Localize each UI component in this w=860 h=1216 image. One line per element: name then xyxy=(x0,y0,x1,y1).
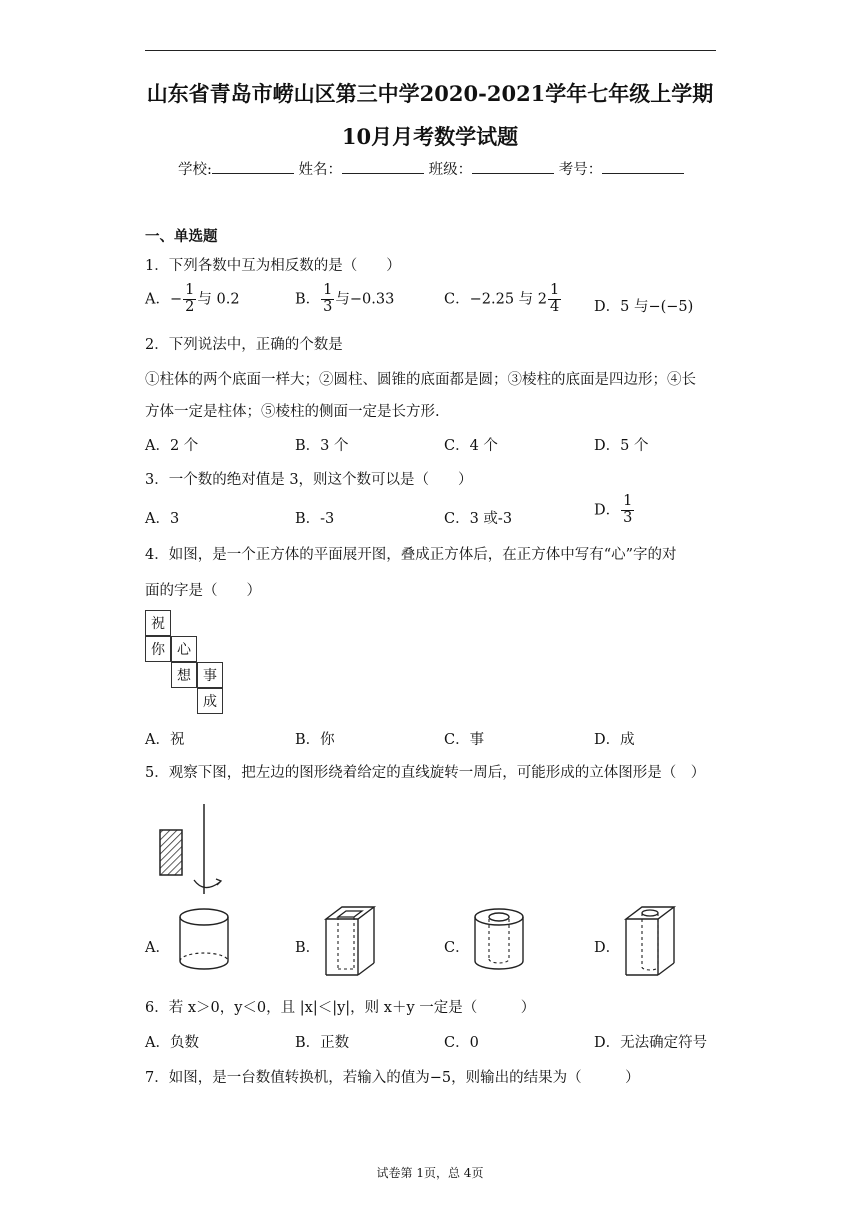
q5-option-d-label[interactable]: D． xyxy=(594,940,621,956)
q2-stem: 2．下列说法中，正确的个数是 xyxy=(145,337,343,353)
q4-option-c[interactable]: C．事 xyxy=(444,732,485,748)
page-title-line-2: 10月月考数学试题 xyxy=(341,124,519,149)
q2-statements-line-2: 方体一定是柱体；⑤棱柱的侧面一定是长方形. xyxy=(145,404,440,420)
q3-option-d-fraction xyxy=(621,494,634,527)
q1-option-a-tail: 与 0.2 xyxy=(197,291,240,308)
q5-option-c-label[interactable]: C． xyxy=(444,940,470,956)
school-blank[interactable] xyxy=(212,161,294,174)
q1-option-a[interactable] xyxy=(145,283,240,316)
name-blank[interactable] xyxy=(342,161,424,174)
q3-option-a[interactable]: A．3 xyxy=(145,511,180,527)
q1-option-b[interactable] xyxy=(295,283,394,316)
q5-option-a-cylinder[interactable] xyxy=(175,903,235,975)
q5-option-b-label[interactable]: B． xyxy=(295,940,321,956)
rotation-figure xyxy=(150,800,230,900)
q6-option-c[interactable]: C．0 xyxy=(444,1035,479,1051)
q3-stem: 3．一个数的绝对值是 3，则这个数可以是（ ） xyxy=(145,472,473,488)
q4-option-b[interactable]: B．你 xyxy=(295,732,335,748)
page-footer: 试卷第 1页，总 4页 xyxy=(376,1166,484,1180)
q1-option-b-fraction xyxy=(321,283,334,316)
q6-option-a[interactable]: A．负数 xyxy=(145,1035,199,1051)
q5-option-d-prism-with-cylinder-hole[interactable] xyxy=(618,903,688,979)
q1-option-a-numerator: 1 xyxy=(185,282,195,298)
q1-option-c-denominator: 4 xyxy=(550,298,560,315)
q3-option-d[interactable] xyxy=(594,494,635,527)
q1-option-a-sign: − xyxy=(169,291,183,308)
q2-option-c[interactable]: C．4 个 xyxy=(444,438,498,454)
q7-stem: 7．如图，是一台数值转换机，若输入的值为−5，则输出的结果为（ ） xyxy=(145,1070,640,1086)
q6-stem: 6．若 x＞0，y＜0，且 |x|＜|y|，则 x＋y 一定是（ ） xyxy=(145,1000,536,1016)
net-cell-1: 祝 xyxy=(145,610,171,636)
q4-stem-line-1: 4．如图，是一个正方体的平面展开图，叠成正方体后，在正方体中写有“心”字的对 xyxy=(145,547,677,563)
rotation-arrow xyxy=(194,880,220,888)
q1-option-c-label: C． xyxy=(444,291,470,308)
q1-stem: 1．下列各数中互为相反数的是（ ） xyxy=(145,258,401,274)
q6-option-d[interactable]: D．无法确定符号 xyxy=(594,1035,708,1051)
class-blank[interactable] xyxy=(472,161,554,174)
top-rule xyxy=(145,50,716,51)
section-heading-single-choice: 一、单选题 xyxy=(145,228,218,245)
exam-number-label: 考号： xyxy=(558,162,603,178)
net-cell-6: 成 xyxy=(197,688,223,714)
student-info-row xyxy=(178,158,684,179)
q4-stem-line-2: 面的字是（ ） xyxy=(145,583,261,599)
net-cell-2: 你 xyxy=(145,636,171,662)
q1-option-a-fraction xyxy=(183,283,196,316)
q3-option-c[interactable]: C．3 或-3 xyxy=(444,511,513,527)
q5-option-b-prism-with-hole[interactable] xyxy=(318,903,388,979)
q3-option-d-numerator: 1 xyxy=(623,493,633,509)
q3-option-d-denominator: 3 xyxy=(623,509,633,526)
q1-option-a-label: A． xyxy=(145,291,170,308)
page-title-line-1: 山东省青岛市崂山区第三中学2020-2021学年七年级上学期 xyxy=(146,81,714,106)
q1-option-a-denominator: 2 xyxy=(185,298,195,315)
school-label: 学校: xyxy=(178,162,212,178)
q4-option-d[interactable]: D．成 xyxy=(594,732,635,748)
net-cell-5: 事 xyxy=(197,662,223,688)
q5-option-c-hollow-cylinder[interactable] xyxy=(470,903,530,975)
q4-option-a[interactable]: A．祝 xyxy=(145,732,185,748)
q1-option-b-numerator: 1 xyxy=(323,282,333,298)
q2-statements-line-1: ①柱体的两个底面一样大；②圆柱、圆锥的底面都是圆；③棱柱的底面是四边形；④长 xyxy=(145,372,696,388)
q3-option-b[interactable]: B．-3 xyxy=(295,511,335,527)
q1-option-b-tail: 与−0.33 xyxy=(335,291,395,308)
hatched-rectangle xyxy=(160,830,182,875)
q1-option-c-head: −2.25 与 2 xyxy=(469,291,547,308)
q3-option-d-label: D． xyxy=(594,502,621,519)
net-cell-3: 心 xyxy=(171,636,197,662)
name-label: 姓名： xyxy=(298,162,342,178)
net-cell-4: 想 xyxy=(171,662,197,688)
q1-option-c[interactable] xyxy=(444,283,562,316)
q2-option-d[interactable]: D．5 个 xyxy=(594,438,649,454)
q2-option-b[interactable]: B．3 个 xyxy=(295,438,349,454)
q1-option-c-fraction xyxy=(548,283,561,316)
q1-option-b-denominator: 3 xyxy=(323,298,333,315)
q5-stem: 5．观察下图，把左边的图形绕着给定的直线旋转一周后，可能形成的立体图形是（ ） xyxy=(145,765,706,781)
exam-number-blank[interactable] xyxy=(602,161,684,174)
q1-option-b-label: B． xyxy=(295,291,321,308)
q2-option-a[interactable]: A．2 个 xyxy=(145,438,199,454)
q1-option-c-numerator: 1 xyxy=(550,282,560,298)
q5-option-a-label[interactable]: A． xyxy=(145,940,170,956)
q1-option-d[interactable]: D．5 与−(−5) xyxy=(594,299,694,315)
class-label: 班级： xyxy=(428,162,473,178)
q6-option-b[interactable]: B．正数 xyxy=(295,1035,350,1051)
